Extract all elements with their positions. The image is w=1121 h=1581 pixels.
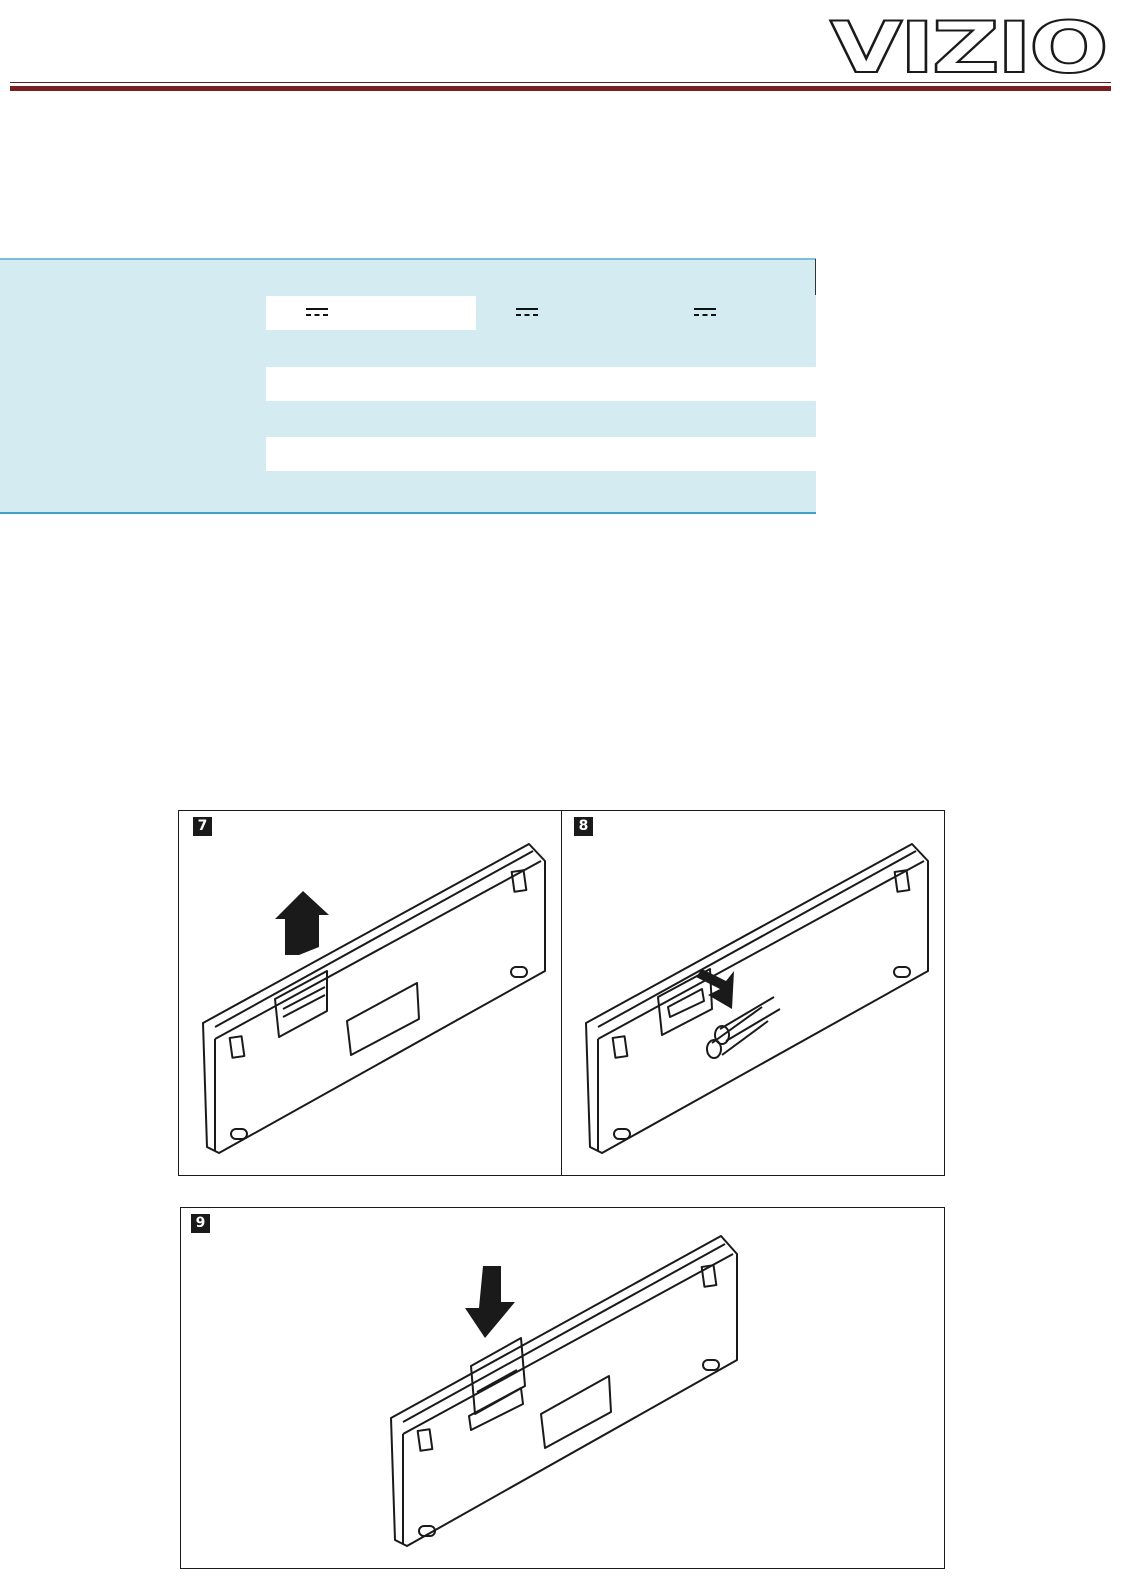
spec-cell-dc — [266, 296, 476, 330]
keyboard-close-cover-illustration — [181, 1208, 944, 1568]
step-8-panel — [561, 810, 945, 1176]
svg-text:VIZIO: VIZIO — [830, 7, 1106, 78]
spec-row-band — [266, 367, 816, 401]
vizio-logo — [826, 4, 1112, 78]
header-rule-thin — [10, 82, 1111, 83]
step-7-panel — [178, 810, 562, 1176]
arrow-down-icon — [465, 1266, 515, 1338]
dc-current-icon — [306, 308, 328, 317]
keyboard-underside-illustration — [179, 811, 561, 1175]
arrow-up-icon — [275, 891, 329, 955]
step-9-panel — [180, 1207, 945, 1569]
step-7-badge: 7 — [193, 817, 212, 836]
keyboard-battery-illustration — [562, 811, 944, 1175]
dc-current-icon — [516, 308, 538, 317]
dc-current-icon — [694, 308, 716, 317]
step-9-badge: 9 — [191, 1214, 210, 1233]
header-rule — [10, 86, 1111, 91]
spec-row-band — [266, 437, 816, 471]
step-8-badge: 8 — [574, 817, 593, 836]
spec-table-edge — [815, 259, 816, 295]
